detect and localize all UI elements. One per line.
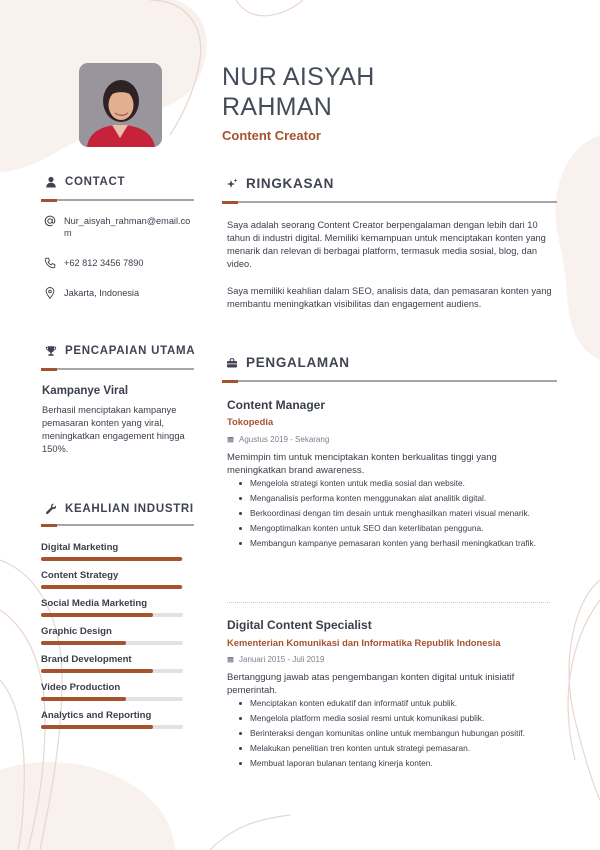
list-item: Berinteraksi dengan komunitas online untuk membangun hubungan positif.: [239, 728, 544, 739]
person-icon: [45, 176, 57, 188]
job-1-title: Content Manager: [227, 398, 326, 412]
skill-bar-track: [41, 613, 183, 617]
wrench-icon: [45, 503, 57, 515]
phone-icon: [44, 257, 56, 269]
skill-item: [41, 710, 183, 721]
at-sign-icon: [44, 215, 56, 227]
skills-divider: [41, 524, 194, 526]
summary-heading: [226, 176, 334, 191]
name-line-1: NUR AISYAH: [222, 63, 375, 91]
list-item: Membangun kampanye pemasaran konten yang berhasil meningkatkan trafik.: [239, 538, 544, 549]
experience-title: PENGALAMAN: [246, 355, 350, 370]
skills-heading: [45, 503, 194, 515]
skill-bar-fill: [41, 697, 126, 701]
skill-bar-track: [41, 585, 183, 589]
skill-bar-track: [41, 669, 183, 673]
skill-bar-fill: [41, 557, 182, 561]
name-line-2: RAHMAN: [222, 93, 333, 121]
email-text: Nur_aisyah_rahman@email.com: [64, 216, 191, 238]
skill-bar-fill: [41, 613, 153, 617]
skill-bar-fill: [41, 641, 126, 645]
experience-heading: [226, 355, 350, 370]
job-1-description: Memimpin tim untuk menciptakan konten berkualitas tinggi yang meningkatkan brand awareness.: [227, 452, 497, 476]
skill-label: Analytics and Reporting: [41, 710, 152, 721]
contact-title: CONTACT: [65, 176, 126, 188]
list-item: Menciptakan konten edukatif dan informatif untuk publik.: [239, 698, 544, 709]
skill-bar-fill: [41, 669, 153, 673]
summary-paragraph-2: Saya memiliki keahlian dalam SEO, analisis data, dan pemasaran konten yang membantu meningkatkan visibilitas dan engagement audiens.: [227, 286, 552, 309]
skill-item: [41, 598, 183, 609]
skill-label: Content Strategy: [41, 570, 119, 581]
location-pin-icon: [44, 287, 56, 299]
job-2-description: Bertanggung jawab atas pengembangan konten digital untuk inisiatif pemerintah.: [227, 672, 515, 696]
job-2-title: Digital Content Specialist: [227, 618, 372, 632]
achievement-text: Berhasil menciptakan kampanye pemasaran konten yang viral, meningkatkan engagement hingga 150%.: [42, 405, 185, 454]
summary-divider: [222, 201, 557, 203]
achievements-heading: [45, 345, 195, 357]
job-1-bullets: [239, 478, 544, 549]
skill-bar-fill: [41, 725, 153, 729]
skill-bar-track: [41, 697, 183, 701]
profile-photo: [79, 63, 162, 147]
skill-item: [41, 570, 183, 581]
list-item: Mengoptimalkan konten untuk SEO dan keterlibatan pengguna.: [239, 523, 544, 534]
skills-title: KEAHLIAN INDUSTRI: [65, 503, 194, 515]
contact-phone[interactable]: [44, 257, 143, 269]
trophy-icon: [45, 345, 57, 357]
candidate-name: [222, 62, 375, 122]
skill-item: [41, 626, 183, 637]
experience-divider: [222, 380, 557, 382]
job-role: Content Creator: [222, 128, 321, 143]
calendar-icon: [227, 436, 234, 443]
skill-item: [41, 654, 183, 665]
contact-divider: [41, 199, 194, 201]
job-1-date: [227, 435, 329, 444]
achievements-title: PENCAPAIAN UTAMA: [65, 345, 196, 357]
skill-label: Video Production: [41, 682, 121, 693]
list-item: Membuat laporan bulanan tentang kinerja konten.: [239, 758, 544, 769]
contact-heading: [45, 176, 125, 188]
job-2-date-text: Januari 2015 - Juli 2019: [239, 655, 325, 664]
job-separator: [227, 602, 550, 603]
summary-paragraph-1: Saya adalah seorang Content Creator berpengalaman dengan lebih dari 10 tahun di industri digital. Memiliki kemampuan untuk menciptakan konten yang menarik dan relevan di berbagai platform, termasuk media sosial, blog, dan video.: [227, 220, 546, 269]
skill-bar-track: [41, 557, 183, 561]
list-item: Berkoordinasi dengan tim desain untuk menghasilkan materi visual menarik.: [239, 508, 544, 519]
job-2-date: [227, 655, 324, 664]
contact-location: [44, 287, 139, 299]
skill-label: Graphic Design: [41, 626, 112, 637]
summary-title: RINGKASAN: [246, 176, 335, 191]
skill-label: Social Media Marketing: [41, 598, 148, 609]
achievements-divider: [41, 368, 194, 370]
skill-bar-track: [41, 725, 183, 729]
contact-email[interactable]: [44, 215, 192, 239]
list-item: Melakukan penelitian tren konten untuk strategi pemasaran.: [239, 743, 544, 754]
list-item: Mengelola platform media sosial resmi untuk komunikasi publik.: [239, 713, 544, 724]
job-1-date-text: Agustus 2019 - Sekarang: [239, 435, 330, 444]
sparkle-icon: [226, 178, 238, 190]
skill-label: Brand Development: [41, 654, 132, 665]
skill-bar-fill: [41, 585, 182, 589]
briefcase-icon: [226, 357, 238, 369]
job-2-company: Kementerian Komunikasi dan Informatika Republik Indonesia: [227, 637, 501, 648]
phone-text: +62 812 3456 7890: [64, 258, 144, 268]
job-1-company: Tokopedia: [227, 416, 274, 427]
skill-bar-track: [41, 641, 183, 645]
skill-item: [41, 542, 183, 553]
skill-label: Digital Marketing: [41, 542, 119, 553]
skill-item: [41, 682, 183, 693]
list-item: Menganalisis performa konten menggunakan alat analitik digital.: [239, 493, 544, 504]
achievement-title: Kampanye Viral: [42, 385, 129, 397]
location-text: Jakarta, Indonesia: [64, 288, 140, 298]
list-item: Mengelola strategi konten untuk media sosial dan website.: [239, 478, 544, 489]
calendar-icon: [227, 656, 234, 663]
job-2-bullets: [239, 698, 544, 769]
